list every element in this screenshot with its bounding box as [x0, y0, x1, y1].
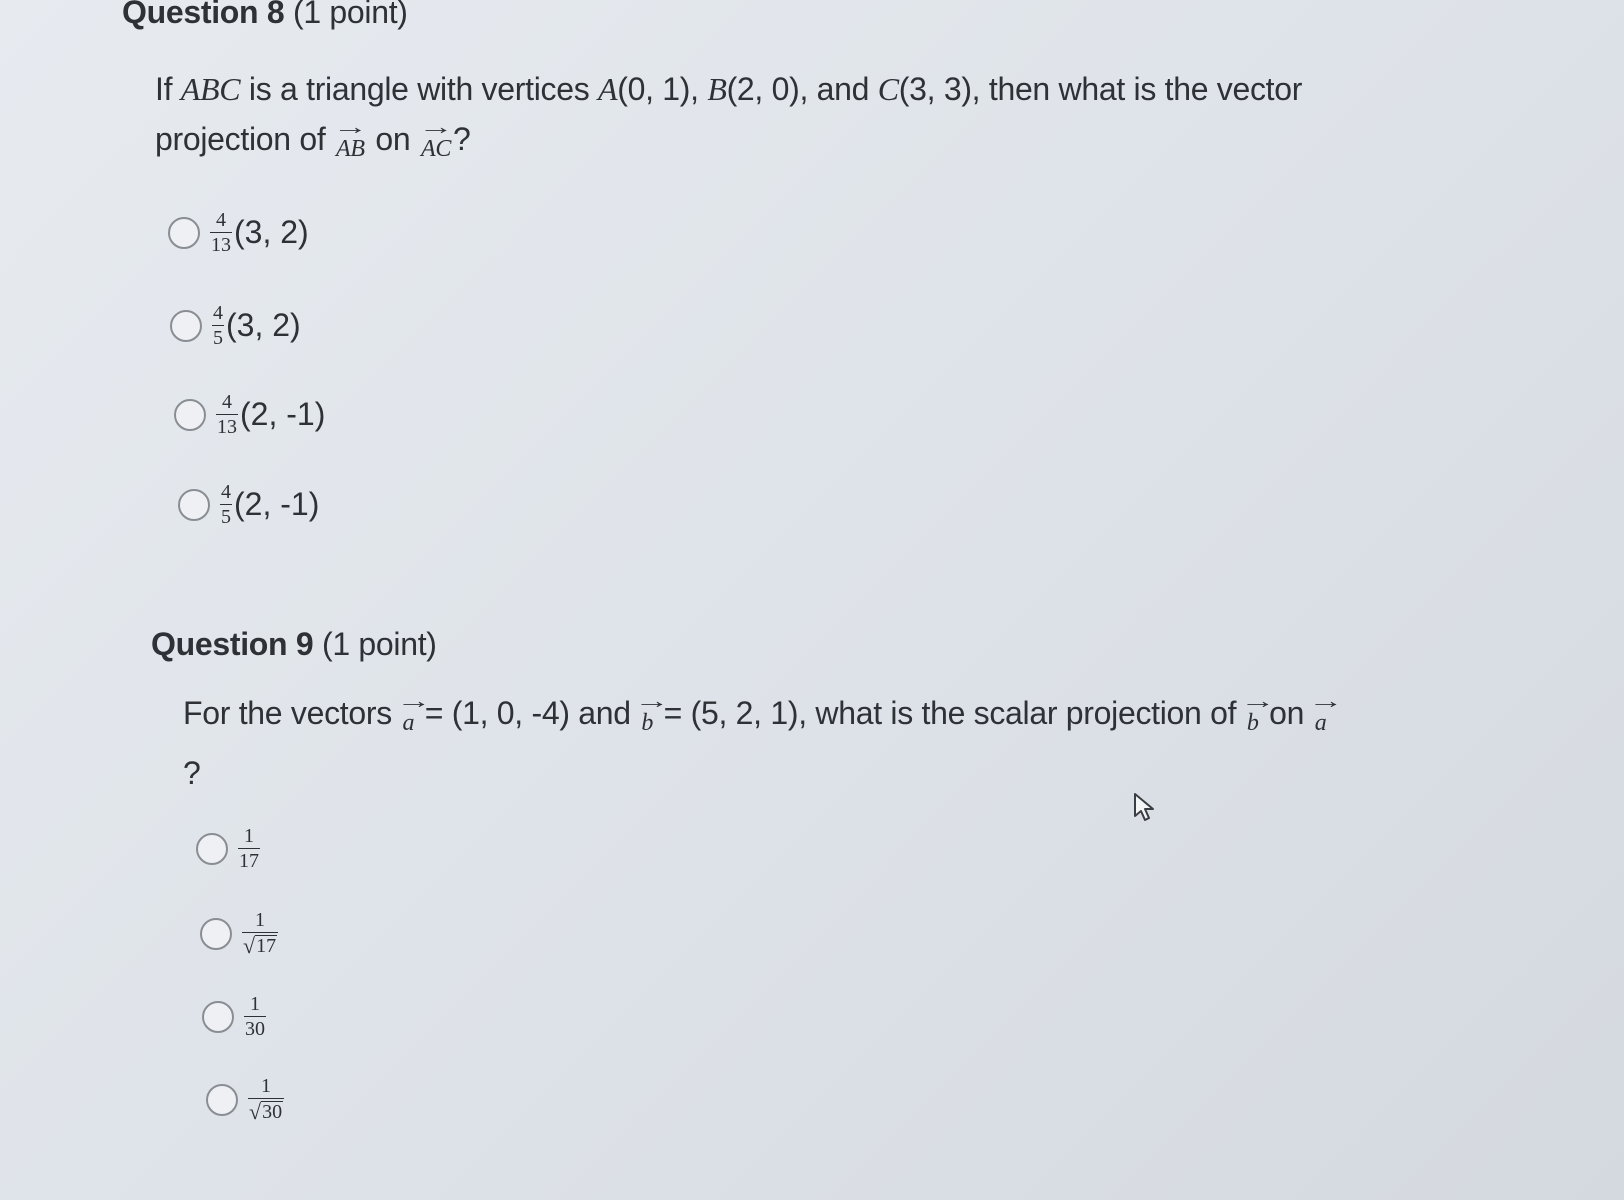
fraction [220, 482, 232, 527]
numerator: 1 [255, 909, 266, 931]
q8-vertex-a-coord: (0, 1), [617, 71, 708, 107]
vector-tuple: (2, -1) [234, 486, 320, 522]
q8-vertex-a: A [598, 71, 618, 107]
q9-vector-a: → a [1313, 698, 1329, 748]
q8-vector-ab: → AB [334, 124, 367, 174]
q9-option-2[interactable] [200, 910, 280, 957]
question-9-text [183, 688, 1403, 798]
question-8-label: Question 8 [122, 0, 285, 30]
fraction [238, 826, 260, 871]
q8-text-part: If [155, 71, 181, 107]
fraction [210, 210, 232, 255]
numerator: 4 [222, 391, 232, 413]
denominator: 5 [213, 327, 223, 349]
question-8-title [122, 0, 408, 31]
fraction [248, 1076, 284, 1123]
question-9-label: Question 9 [151, 626, 314, 662]
radicand: 30 [262, 1101, 283, 1123]
q9-vector-a-value: = (1, 0, -4) and [416, 695, 640, 731]
numerator: 1 [250, 993, 260, 1015]
radio-button-icon[interactable] [202, 1001, 234, 1033]
denominator [242, 932, 278, 957]
q9-option-1[interactable] [196, 826, 262, 871]
radio-button-icon[interactable] [196, 833, 228, 865]
square-root [249, 1101, 283, 1123]
radio-button-icon[interactable] [174, 399, 206, 431]
q8-question-mark: ? [453, 121, 471, 157]
q9-option-4[interactable] [206, 1076, 286, 1123]
fraction [212, 303, 224, 348]
numerator: 4 [216, 209, 226, 231]
q9-question-mark: ? [183, 755, 201, 791]
mouse-pointer-icon [1132, 792, 1158, 824]
radio-button-icon[interactable] [170, 310, 202, 342]
q8-text-part: projection of [155, 121, 335, 157]
question-8-points: (1 point) [292, 0, 408, 30]
radical-sign: √ [243, 933, 256, 958]
denominator: 17 [239, 850, 259, 872]
q8-vertex-b-coord: (2, 0), and [726, 71, 878, 107]
radical-sign: √ [249, 1099, 262, 1124]
question-9-points: (1 point) [321, 626, 437, 662]
square-root [243, 935, 277, 957]
q8-vertex-b: B [707, 71, 727, 107]
radio-button-icon[interactable] [168, 217, 200, 249]
q9-text-part: For the vectors [183, 695, 401, 731]
fraction [216, 392, 238, 437]
denominator: 30 [245, 1018, 265, 1040]
q8-text-part: on [366, 121, 419, 157]
fraction [242, 910, 278, 957]
q8-vertex-c-coord: (3, 3), then what is the vector [898, 71, 1303, 107]
vector-tuple: (3, 2) [234, 214, 309, 250]
question-8-text [155, 64, 1395, 174]
numerator: 4 [221, 481, 231, 503]
q9-vector-b: → b [639, 698, 655, 748]
radio-button-icon[interactable] [206, 1084, 238, 1116]
radicand: 17 [256, 935, 277, 957]
denominator: 5 [221, 506, 231, 528]
q8-vertex-c: C [877, 71, 899, 107]
q9-vector-b-value: = (5, 2, 1), what is the scalar projection of [655, 695, 1245, 731]
q9-text-part: on [1260, 695, 1313, 731]
q9-option-3[interactable] [202, 994, 268, 1039]
numerator: 1 [244, 825, 254, 847]
numerator: 1 [261, 1075, 272, 1097]
q8-triangle-name: ABC [180, 71, 241, 107]
vector-tuple: (2, -1) [240, 396, 326, 432]
q8-option-3[interactable] [174, 392, 325, 437]
q9-vector-b: → b [1245, 698, 1261, 748]
radio-button-icon[interactable] [178, 489, 210, 521]
question-9-title [151, 626, 437, 663]
radio-button-icon[interactable] [200, 918, 232, 950]
vector-tuple: (3, 2) [226, 307, 301, 343]
denominator: 13 [211, 234, 231, 256]
q9-vector-a: → a [401, 698, 417, 748]
q8-option-4[interactable] [178, 482, 319, 527]
fraction [244, 994, 266, 1039]
denominator: 13 [217, 416, 237, 438]
q8-option-1[interactable] [168, 210, 309, 255]
q8-vector-ac: → AC [419, 124, 453, 174]
q8-text-part: is a triangle with vertices [240, 71, 598, 107]
q8-option-2[interactable] [170, 303, 301, 348]
numerator: 4 [213, 302, 223, 324]
denominator [248, 1098, 284, 1123]
